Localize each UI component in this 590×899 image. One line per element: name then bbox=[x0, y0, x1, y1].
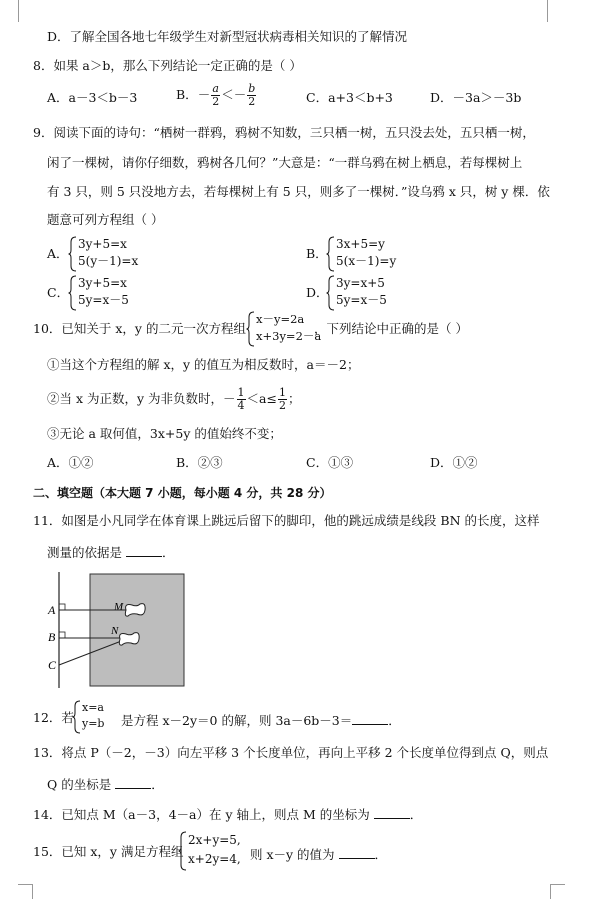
q7-option-d: D．了解全国各地七年级学生对新型冠状病毒相关知识的了解情况 bbox=[47, 29, 408, 44]
brace-icon bbox=[326, 236, 335, 272]
q11-line-1: 11．如图是小凡同学在体育课上跳远后留下的脚印，他的跳远成绩是线段 BN 的长度，这样 bbox=[33, 513, 540, 528]
q11-answer-blank[interactable] bbox=[126, 544, 162, 557]
q10-frac-quarter: $\frac{1}{4}$ bbox=[237, 386, 245, 412]
q10-stem-start: 10．已知关于 x，y 的二元一次方程组 bbox=[33, 321, 246, 336]
brace-icon bbox=[68, 275, 77, 311]
brace-icon bbox=[72, 700, 81, 734]
q8-option-b-label: B． bbox=[176, 86, 198, 102]
q8-option-b-frac1: $\frac{a}{2}$ bbox=[212, 82, 220, 108]
footprint-m-icon bbox=[125, 604, 145, 617]
corner-mark-bottom-left bbox=[18, 884, 33, 899]
corner-mark-top-left bbox=[18, 0, 19, 22]
q9-option-c-label: C． bbox=[47, 285, 70, 300]
q12-post: 是方程 x－2y＝0 的解，则 3a－6b－3＝ ． bbox=[121, 713, 401, 728]
footprint-n-icon bbox=[119, 633, 139, 646]
q10-statement-1: ①当这个方程组的解 x，y 的值互为相反数时，a＝－2； bbox=[47, 357, 360, 372]
q8-option-a: A．a－3＜b－3 bbox=[47, 90, 138, 105]
q9-line-1: 9．阅读下面的诗句：“栖树一群鸦，鸦树不知数，三只栖一树，五只没去处，五只栖一树， bbox=[33, 125, 535, 140]
q12-pre: 12．若 bbox=[33, 710, 74, 725]
label-b: B bbox=[48, 630, 56, 644]
q10-stem-end: ，下列结论中正确的是（ ） bbox=[314, 321, 468, 336]
q9-option-a-system: 3y+5=x 5(y－1)=x bbox=[68, 236, 138, 270]
q12-answer-blank[interactable] bbox=[352, 712, 388, 725]
q9-option-a-label: A． bbox=[47, 246, 69, 261]
q13-line-1: 13．将点 P（－2，－3）向左平移 3 个长度单位，再向上平移 2 个长度单位得到点 Q，则点 bbox=[33, 745, 549, 760]
q15-answer-blank[interactable] bbox=[339, 846, 375, 859]
q12-system: x=a y=b bbox=[72, 700, 104, 732]
q10-statement-2: ②当 x 为正数，y 为非负数时，－ $\frac{1}{4}$ ＜a≤ $\frac{1}{2}$ ； bbox=[47, 386, 301, 412]
label-m: M bbox=[114, 601, 124, 613]
q15-post: 则 x－y 的值为 ． bbox=[250, 847, 388, 862]
q10-option-b: B．②③ bbox=[176, 455, 223, 470]
q13-answer-blank[interactable] bbox=[115, 776, 151, 789]
brace-icon bbox=[68, 236, 77, 272]
q8-stem: 8．如果 a＞b，那么下列结论一定正确的是（ ） bbox=[33, 58, 302, 73]
sandpit-rect bbox=[90, 574, 184, 686]
q10-option-d: D．①② bbox=[430, 455, 478, 470]
q9-option-b-system: 3x+5=y 5(x－1)=y bbox=[326, 236, 396, 270]
q10-option-a: A．①② bbox=[47, 455, 94, 470]
q11-line-2: 测量的依据是 ． bbox=[47, 545, 175, 560]
q15-system: 2x+y=5, x+2y=4, bbox=[178, 831, 241, 869]
brace-icon bbox=[326, 275, 335, 311]
q9-option-d-system: 3y=x+5 5y=x－5 bbox=[326, 275, 387, 309]
q11-figure bbox=[40, 570, 200, 695]
q8-option-b-frac2: $\frac{b}{2}$ bbox=[248, 82, 256, 108]
q9-option-b-label: B． bbox=[306, 246, 328, 261]
brace-icon bbox=[178, 831, 187, 871]
label-a: A bbox=[48, 603, 56, 617]
q14-text: 14．已知点 M（a－3，4－a）在 y 轴上，则点 M 的坐标为 ． bbox=[33, 807, 423, 822]
q9-option-d-label: D． bbox=[306, 285, 329, 300]
q10-frac-half: $\frac{1}{2}$ bbox=[278, 386, 286, 412]
section-2-heading: 二、填空题（本大题 7 小题，每小题 4 分，共 28 分） bbox=[33, 486, 332, 500]
q14-answer-blank[interactable] bbox=[374, 806, 410, 819]
corner-mark-bottom-right bbox=[550, 884, 565, 899]
label-n: N bbox=[111, 625, 119, 637]
q15-pre: 15．已知 x，y 满足方程组 bbox=[33, 844, 184, 859]
q9-line-2: 闲了一棵树，请你仔细数，鸦树各几何？”大意是：“一群乌鸦在树上栖息，若每棵树上 bbox=[47, 155, 523, 170]
q10-statement-3: ③无论 a 取何值，3x+5y 的值始终不变； bbox=[47, 426, 282, 441]
brace-icon bbox=[246, 311, 255, 347]
label-c: C bbox=[48, 658, 57, 672]
q10-option-c: C．①③ bbox=[306, 455, 354, 470]
corner-mark-top-right bbox=[547, 0, 548, 22]
q8-option-d: D．－3a＞－3b bbox=[430, 90, 522, 105]
q8-option-c: C．a+3＜b+3 bbox=[306, 90, 393, 105]
q9-line-4: 题意可列方程组（ ） bbox=[47, 212, 164, 227]
q13-line-2: Q 的坐标是 ． bbox=[47, 777, 164, 792]
q9-line-3: 有 3 只，则 5 只没地方去，若每棵树上有 5 只，则多了一棵树．”设乌鸦 x 只，树 y 棵．依 bbox=[47, 184, 550, 199]
q10-system: x－y=2a x+3y=2－a bbox=[246, 311, 321, 345]
q8-option-b: B．－ $\frac{a}{2}$ ＜－ $\frac{b}{2}$ bbox=[176, 82, 256, 108]
q9-option-c-system: 3y+5=x 5y=x－5 bbox=[68, 275, 129, 309]
